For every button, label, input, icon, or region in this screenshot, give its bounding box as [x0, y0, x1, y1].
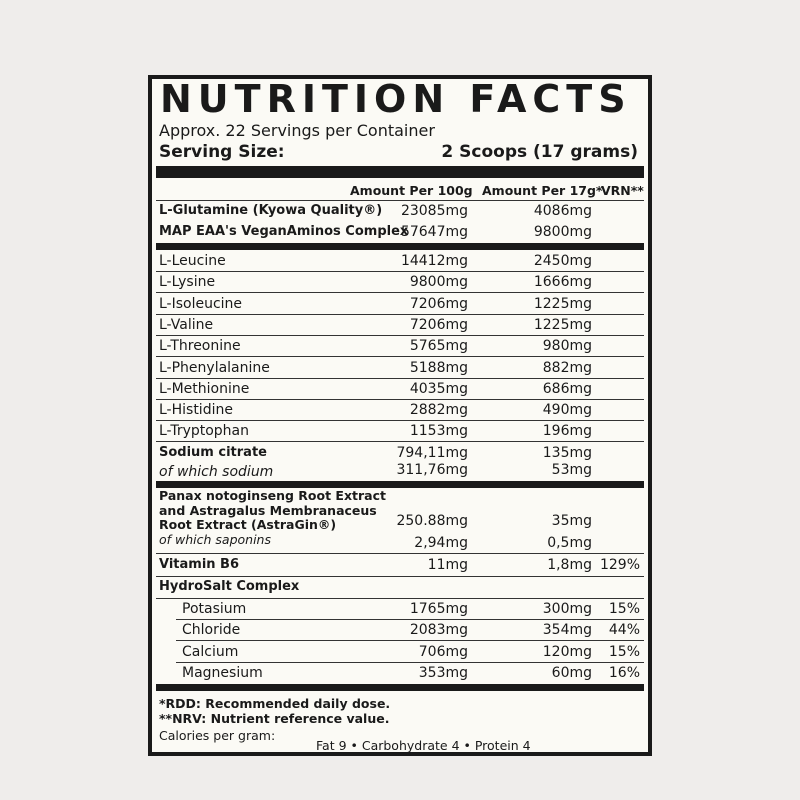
- row-per17: 4086mg: [533, 203, 592, 219]
- table-row: [152, 400, 648, 421]
- table-row: [152, 272, 648, 293]
- row-label: of which sodium: [159, 464, 274, 480]
- row-vrn: 129%: [599, 557, 640, 573]
- row-label: Sodium citrate: [159, 445, 267, 460]
- row-per17: 53mg: [551, 462, 592, 478]
- table-row: [152, 642, 648, 663]
- row-per100: 14412mg: [400, 253, 468, 269]
- serving-size-value: 2 Scoops (17 grams): [441, 142, 638, 162]
- table-row: [152, 222, 648, 243]
- row-label: L-Valine: [159, 316, 214, 333]
- row-per100: 7206mg: [409, 295, 468, 312]
- calories-value: Fat 9 • Carbohydrate 4 • Protein 4: [316, 738, 531, 753]
- row-per17: 490mg: [542, 402, 592, 419]
- row-per17: 196mg: [542, 423, 592, 440]
- row-vrn: 44%: [608, 622, 640, 639]
- row-per17: 980mg: [542, 338, 592, 355]
- row-vrn: 16%: [608, 664, 640, 681]
- divider-medium: [156, 481, 644, 488]
- row-label: Chloride: [182, 622, 241, 639]
- row-label: L-Tryptophan: [159, 423, 250, 440]
- table-row: [152, 620, 648, 641]
- row-per17: 60mg: [551, 664, 592, 681]
- row-per100: 2,94mg: [414, 535, 468, 551]
- row-label: L-Phenylalanine: [159, 359, 270, 376]
- divider-medium: [156, 243, 644, 250]
- row-per100: 1153mg: [409, 423, 468, 440]
- row-label: Magnesium: [182, 664, 263, 681]
- table-row-sodium-sub: [152, 460, 648, 481]
- row-per100: 2083mg: [409, 622, 468, 639]
- divider-line: [156, 553, 644, 554]
- divider-medium: [156, 684, 644, 691]
- table-row-vitamin-b6: [152, 555, 648, 576]
- table-row: [152, 336, 648, 357]
- table-row: [152, 201, 648, 222]
- row-label: HydroSalt Complex: [159, 579, 300, 594]
- panax-label-line3: Root Extract (AstraGin®): [159, 517, 337, 532]
- serving-size-label: Serving Size:: [159, 142, 285, 162]
- table-row: [152, 294, 648, 315]
- column-header-vrn: VRN**: [601, 183, 644, 198]
- row-label: Potasium: [182, 601, 247, 617]
- table-row: [152, 251, 648, 272]
- table-row: [152, 358, 648, 379]
- panax-label-line2: and Astragalus Membranaceus: [159, 502, 377, 518]
- column-header-per17: Amount Per 17g*: [482, 183, 603, 198]
- row-per17: 2450mg: [533, 253, 592, 269]
- row-per100: 23085mg: [400, 203, 468, 219]
- row-label: MAP EAA's VeganAminos Complex: [159, 224, 409, 239]
- row-per17: 1225mg: [533, 316, 592, 333]
- row-per100: 9800mg: [409, 274, 468, 291]
- row-label: L-Leucine: [159, 253, 226, 269]
- row-vrn: 15%: [608, 643, 640, 660]
- row-label: L-Lysine: [159, 274, 216, 291]
- row-per100: 706mg: [418, 643, 468, 660]
- table-row-panax: [152, 511, 648, 532]
- panel-title: NUTRITION FACTS: [160, 77, 632, 121]
- row-per17: 135mg: [542, 445, 592, 461]
- row-per100: 11mg: [427, 557, 468, 573]
- divider-thick: [156, 166, 644, 178]
- row-per17: 0,5mg: [547, 535, 592, 551]
- row-per100: 1765mg: [409, 601, 468, 617]
- row-per100: 5765mg: [409, 338, 468, 355]
- row-label: L-Isoleucine: [159, 295, 243, 312]
- panax-sub-label: of which saponins: [159, 531, 271, 547]
- row-label: Calcium: [182, 643, 239, 660]
- nutrition-facts-panel: [148, 75, 652, 756]
- row-per100: 794,11mg: [396, 445, 468, 461]
- table-row-hydrosalt: [152, 577, 648, 598]
- row-per17: 35mg: [551, 513, 592, 529]
- table-row: [152, 599, 648, 620]
- table-row: [152, 421, 648, 442]
- row-per17: 1225mg: [533, 295, 592, 312]
- row-per17: 9800mg: [533, 224, 592, 240]
- row-per100: 353mg: [418, 664, 468, 681]
- column-header-per100: Amount Per 100g: [350, 183, 473, 198]
- footnote-nrv: **NRV: Nutrient reference value.: [159, 711, 390, 726]
- row-per17: 1,8mg: [547, 557, 592, 573]
- row-label: L-Glutamine (Kyowa Quality®): [159, 203, 383, 218]
- row-label: L-Threonine: [159, 338, 241, 355]
- row-label: Vitamin B6: [159, 557, 240, 572]
- row-per100: 250.88mg: [396, 513, 468, 529]
- row-vrn: 15%: [608, 601, 640, 617]
- row-per17: 120mg: [542, 643, 592, 660]
- table-row-panax-sub: [152, 533, 648, 554]
- row-per100: 5188mg: [409, 359, 468, 376]
- row-per100: 4035mg: [409, 380, 468, 397]
- table-row: [152, 663, 648, 684]
- row-per100: 2882mg: [409, 402, 468, 419]
- servings-per-container: Approx. 22 Servings per Container: [159, 121, 435, 140]
- calories-label: Calories per gram:: [159, 728, 276, 743]
- row-per17: 354mg: [542, 622, 592, 639]
- row-per17: 686mg: [542, 380, 592, 397]
- row-label: L-Methionine: [159, 380, 250, 397]
- table-row: [152, 379, 648, 400]
- row-label: L-Histidine: [159, 402, 233, 419]
- row-per17: 882mg: [542, 359, 592, 376]
- row-per17: 1666mg: [533, 274, 592, 291]
- footnote-rdd: *RDD: Recommended daily dose.: [159, 696, 391, 711]
- row-per100: 57647mg: [400, 224, 468, 240]
- row-per100: 7206mg: [409, 316, 468, 333]
- table-row: [152, 315, 648, 336]
- row-per17: 300mg: [542, 601, 592, 617]
- panax-label-line1: Panax notoginseng Root Extract: [159, 488, 386, 503]
- row-per100: 311,76mg: [396, 462, 468, 478]
